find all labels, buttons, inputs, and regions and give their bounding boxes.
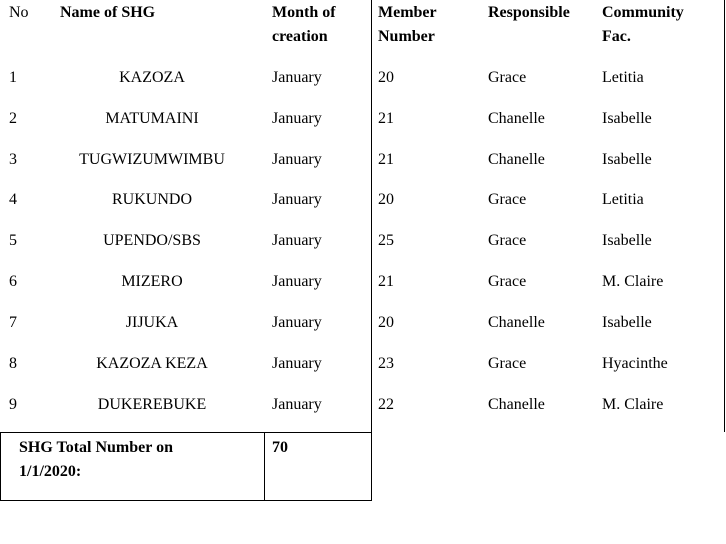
cell-community: M. Claire <box>602 273 664 290</box>
cell-shg-name: DUKEREBUKE <box>97 396 207 413</box>
cell-community: Isabelle <box>602 110 652 127</box>
cell-responsible: Grace <box>488 355 527 372</box>
cell-no: 2 <box>9 110 17 127</box>
total-label-line1: SHG Total Number on <box>19 439 173 456</box>
cell-no: 1 <box>9 69 17 86</box>
cell-community: Isabelle <box>602 314 652 331</box>
cell-members: 20 <box>378 191 394 208</box>
cell-month: January <box>272 232 322 249</box>
cell-shg-name: KAZOZA <box>119 69 185 86</box>
cell-no: 7 <box>9 314 17 331</box>
cell-month: January <box>272 314 322 331</box>
cell-members: 21 <box>378 151 394 168</box>
header-month-line2: creation <box>272 28 328 45</box>
total-box-bottom-border <box>0 500 372 501</box>
header-member-line2: Number <box>378 28 435 45</box>
cell-no: 8 <box>9 355 17 372</box>
cell-responsible: Grace <box>488 191 527 208</box>
table-row <box>0 188 726 229</box>
cell-responsible: Chanelle <box>488 314 545 331</box>
cell-members: 25 <box>378 232 394 249</box>
header-no: No <box>9 4 29 21</box>
cell-no: 3 <box>9 151 17 168</box>
cell-shg-name: UPENDO/SBS <box>103 232 201 249</box>
table-row <box>0 393 726 434</box>
cell-month: January <box>272 69 322 86</box>
cell-responsible: Chanelle <box>488 396 545 413</box>
cell-members: 20 <box>378 314 394 331</box>
cell-shg-name: TUGWIZUMWIMBU <box>79 151 225 168</box>
cell-month: January <box>272 110 322 127</box>
total-label-line2: 1/1/2020: <box>19 463 82 480</box>
cell-members: 23 <box>378 355 394 372</box>
table-row <box>0 311 726 352</box>
cell-shg-name: MATUMAINI <box>105 110 199 127</box>
cell-shg-name: JIJUKA <box>125 314 179 331</box>
cell-responsible: Grace <box>488 69 527 86</box>
cell-responsible: Chanelle <box>488 151 545 168</box>
cell-members: 22 <box>378 396 394 413</box>
header-month-line1: Month of <box>272 4 336 21</box>
cell-community: M. Claire <box>602 396 664 413</box>
cell-no: 4 <box>9 191 17 208</box>
cell-members: 21 <box>378 273 394 290</box>
header-responsible: Responsible <box>488 4 570 21</box>
cell-members: 20 <box>378 69 394 86</box>
table-row <box>0 148 726 189</box>
cell-month: January <box>272 151 322 168</box>
cell-shg-name: KAZOZA KEZA <box>96 355 208 372</box>
cell-shg-name: RUKUNDO <box>112 191 192 208</box>
cell-community: Isabelle <box>602 232 652 249</box>
table-row <box>0 66 726 107</box>
cell-month: January <box>272 396 322 413</box>
cell-shg-name: MIZERO <box>121 273 183 290</box>
cell-community: Letitia <box>602 69 644 86</box>
cell-month: January <box>272 355 322 372</box>
cell-community: Hyacinthe <box>602 355 668 372</box>
cell-responsible: Grace <box>488 232 527 249</box>
table-row <box>0 107 726 148</box>
total-box-left-border <box>0 432 1 501</box>
cell-responsible: Chanelle <box>488 110 545 127</box>
cell-responsible: Grace <box>488 273 527 290</box>
header-community-line1: Community <box>602 4 684 21</box>
table-row <box>0 270 726 311</box>
cell-month: January <box>272 191 322 208</box>
table-row <box>0 352 726 393</box>
cell-community: Letitia <box>602 191 644 208</box>
cell-no: 6 <box>9 273 17 290</box>
total-box-divider <box>264 432 265 501</box>
table-row <box>0 229 726 270</box>
cell-month: January <box>272 273 322 290</box>
cell-members: 21 <box>378 110 394 127</box>
cell-no: 5 <box>9 232 17 249</box>
header-community-line2: Fac. <box>602 28 631 45</box>
header-member-line1: Member <box>378 4 437 21</box>
header-name: Name of SHG <box>60 4 156 21</box>
total-value: 70 <box>272 439 288 456</box>
cell-community: Isabelle <box>602 151 652 168</box>
cell-no: 9 <box>9 396 17 413</box>
